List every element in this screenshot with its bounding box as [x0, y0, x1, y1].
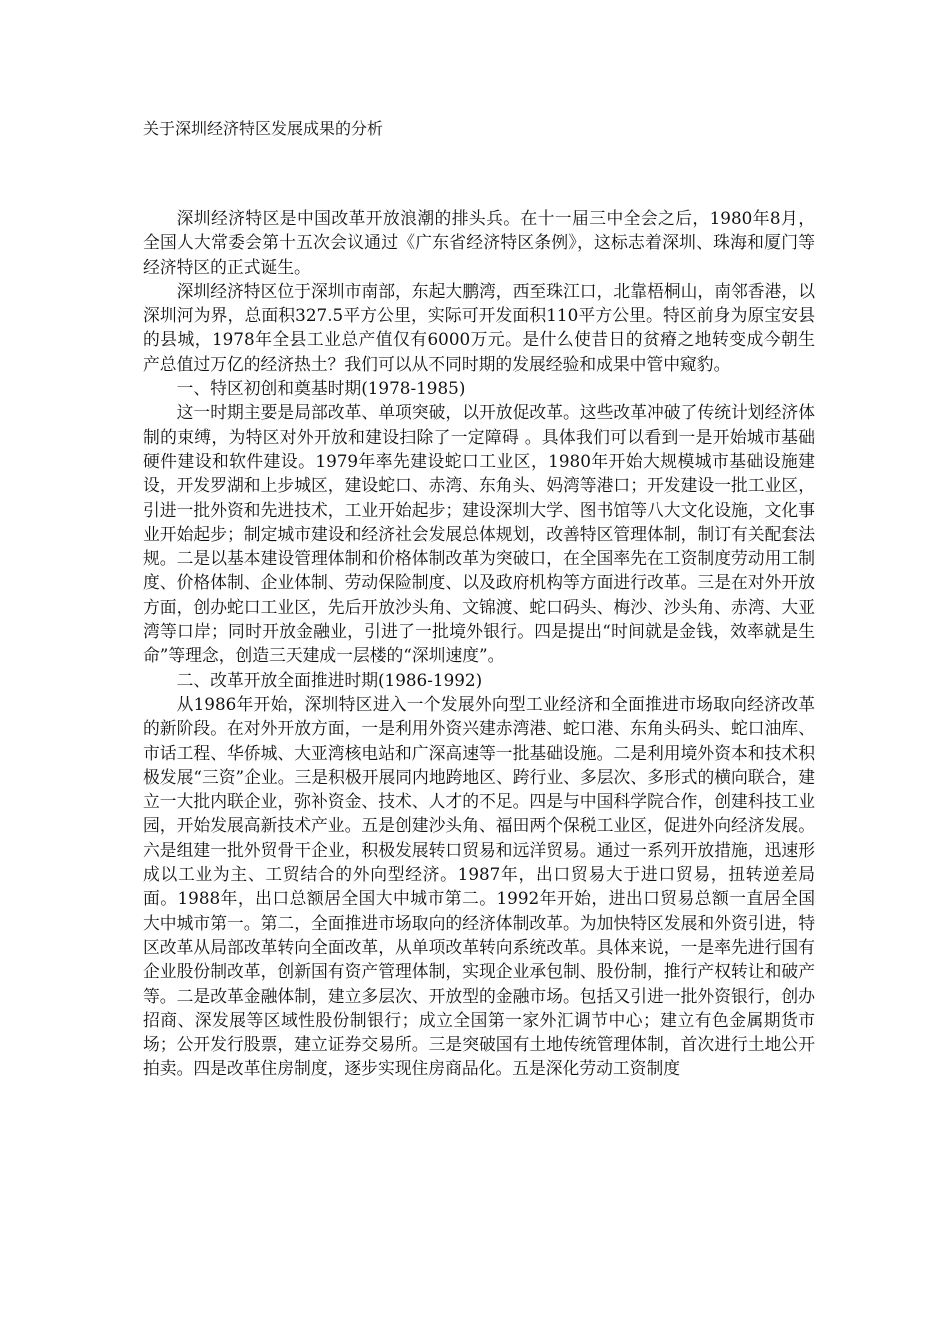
paragraph-location: 深圳经济特区位于深圳市南部，东起大鹏湾，西至珠江口，北靠梧桐山，南邻香港，以深圳河为界，总面积327.5平方公里，实际可开发面积110平方公里。特区前身为原宝安县的县城，1978年全县工业总产值仅有6000万元。是什么使昔日的贫瘠之地转变成今朝生产总值过万亿的经济热土？我们可以从不同时期的发展经验和成果中管中窥豹。	[143, 280, 815, 374]
paragraph-intro: 深圳经济特区是中国改革开放浪潮的排头兵。在十一届三中全会之后，1980年8月，全国人大常委会第十五次会议通过《广东省经济特区条例》，这标志着深圳、珠海和厦门等经济特区的正式诞生。	[143, 208, 815, 277]
paragraph-section-2: 从1986年开始，深圳特区进入一个发展外向型工业经济和全面推进市场取向经济改革的新阶段。在对外开放方面，一是利用外资兴建赤湾港、蛇口港、东角头码头、蛇口油库、市话工程、华侨城、大亚湾核电站和广深高速等一批基础设施。二是利用境外资本和技术积极发展“三资”企业。三是积极开展同内地跨地区、跨行业、多层次、多形式的横向联合，建立一大批内联企业，弥补资金、技术、人才的不足。四是与中国科学院合作，创建科技工业园，开始发展高新技术产业。五是创建沙头角、福田两个保税工业区，促进外向经济发展。六是组建一批外贸骨干企业，积极发展转口贸易和远洋贸易。通过一系列开放措施，迅速形成以工业为主、工贸结合的外向型经济。1987年，出口贸易大于进口贸易，扭转逆差局面。1988年，出口总额居全国大中城市第二。1992年开始，进出口贸易总额一直居全国大中城市第一。第二，全面推进市场取向的经济体制改革。为加快特区发展和外资引进，特区改革从局部改革转向全面改革，从单项改革转向系统改革。具体来说，一是率先进行国有企业股份制改革，创新国有资产管理体制，实现企业承包制、股份制，推行产权转让和破产等。二是改革金融体制，建立多层次、开放型的金融市场。包括又引进一批外资银行，创办招商、深发展等区域性股份制银行；成立全国第一家外汇调节中心；建立有色金属期货市场；公开发行股票，建立证券交易所。三是突破国有土地传统管理体制，首次进行土地公开拍卖。四是改革住房制度，逐步实现住房商品化。五是深化劳动工资制度	[143, 693, 815, 1079]
paragraph-section-1: 这一时期主要是局部改革、单项突破，以开放促改革。这些改革冲破了传统计划经济体制的束缚，为特区对外开放和建设扫除了一定障碍 。具体我们可以看到一是开始城市基础硬件建设和软件建设。1979年率先建设蛇口工业区，1980年开始大规模城市基础设施建设，开发罗湖和上步城区，建设蛇口、赤湾、东角头、妈湾等港口；开发建设一批工业区，引进一批外资和先进技术，工业开始起步；建设深圳大学、图书馆等八大文化设施，文化事业开始起步；制定城市建设和经济社会发展总体规划，改善特区管理体制，制订有关配套法规。二是以基本建设管理体制和价格体制改革为突破口，在全国率先在工资制度劳动用工制度、价格体制、企业体制、劳动保险制度、以及政府机构等方面进行改革。三是在对外开放方面，创办蛇口工业区，先后开放沙头角、文锦渡、蛇口码头、梅沙、沙头角、赤湾、大亚湾等口岸；同时开放金融业，引进了一批境外银行。四是提出“时间就是金钱，效率就是生命”等理念，创造三天建成一层楼的“深圳速度”。	[143, 402, 815, 666]
section-heading-2: 二、改革开放全面推进时期(1986-1992)	[176, 669, 483, 690]
document-body	[143, 206, 815, 1081]
section-heading-1: 一、特区初创和奠基时期(1978-1985)	[176, 378, 466, 399]
document-title: 关于深圳经济特区发展成果的分析	[143, 119, 384, 138]
